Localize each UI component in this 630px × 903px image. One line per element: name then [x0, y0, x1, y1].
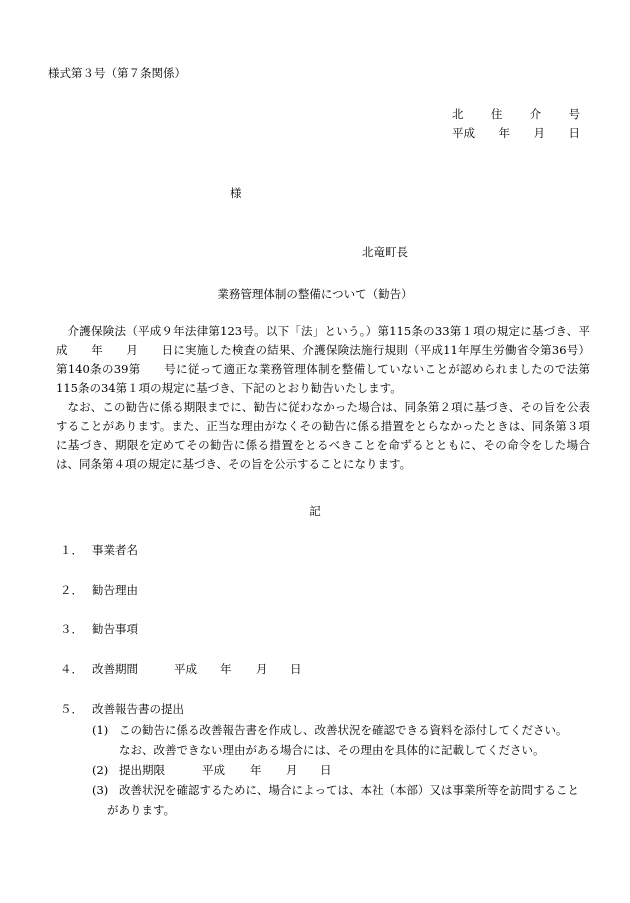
item-label-matters: 勧告事項 [92, 622, 138, 636]
document-number [452, 107, 580, 122]
date-era: 平成 [452, 126, 475, 140]
date-day: 日 [568, 126, 580, 140]
issue-date [452, 126, 580, 141]
deadline-day: 日 [320, 763, 332, 777]
item-number: ３． [60, 622, 83, 636]
sender-name: 北竜町長 [362, 245, 408, 259]
subitem-text: この勧告に係る改善報告書を作成し、改善状況を確認できる資料を添付してください。 [119, 723, 568, 737]
body-paragraph-1: 介護保険法（平成９年法律第123号。以下「法」という。）第115条の33第１項の規定に基づき、平成 年 月 日に実施した検査の結果、介護保険法施行規則（平成11年厚生労働省令第36号）第140条の39第 号に従って適正な業務管理体制を整備していないことが認められましたので法第115条の34第１項の規定に基づき、下記のとおり勧告いたします。 [56, 324, 590, 395]
subitem-text: 改善状況を確認するために、場合によっては、本社（本部）又は事業所等を訪問すること [119, 783, 579, 797]
subitem-number: (1) [92, 723, 109, 737]
period-day: 日 [290, 662, 302, 676]
form-number: 様式第３号（第７条関係） [48, 66, 186, 80]
item-label-business-name: 事業者名 [92, 543, 138, 557]
period-era: 平成 [174, 662, 197, 676]
doc-number-part: 住 [490, 107, 503, 121]
item-number: ５． [60, 702, 83, 716]
subitem-text: があります。 [107, 803, 176, 817]
item-label-reason: 勧告理由 [92, 583, 138, 597]
item-number: １． [60, 543, 83, 557]
item-label-report: 改善報告書の提出 [92, 702, 184, 716]
period-year: 年 [220, 662, 232, 676]
doc-number-part: 北 [452, 107, 464, 121]
subitem-number: (3) [92, 783, 109, 797]
body-paragraph-2: なお、この勧告に係る期限までに、勧告に従わなかった場合は、同条第２項に基づき、その旨を公表することがあります。また、正当な理由がなくその勧告に係る措置をとらなかったときは、同条第３項に基づき、期限を定めてその勧告に係る措置をとるべきことを命ずるとともに、その命令をした場合は、同条第４項の規定に基づき、その旨を公示することになります。 [56, 400, 590, 471]
body-text [56, 322, 590, 474]
date-year: 年 [498, 126, 510, 140]
item-number: ２． [60, 583, 83, 597]
addressee-honorific: 様 [230, 186, 242, 200]
deadline-era: 平成 [202, 763, 225, 777]
item-number: ４． [60, 662, 83, 676]
subitem-number: (2) [92, 763, 109, 777]
deadline-year: 年 [250, 763, 262, 777]
date-month: 月 [533, 126, 545, 140]
deadline-month: 月 [286, 763, 298, 777]
period-month: 月 [256, 662, 268, 676]
doc-number-part: 号 [568, 107, 580, 121]
document-title: 業務管理体制の整備について（勧告） [217, 287, 413, 301]
ki-heading: 記 [309, 504, 321, 518]
item-label-period: 改善期間 [92, 662, 138, 676]
subitem-text: なお、改善できない理由がある場合には、その理由を具体的に記載してください。 [119, 743, 545, 757]
doc-number-part: 介 [529, 107, 542, 121]
subitem-label-deadline: 提出期限 [119, 763, 165, 777]
